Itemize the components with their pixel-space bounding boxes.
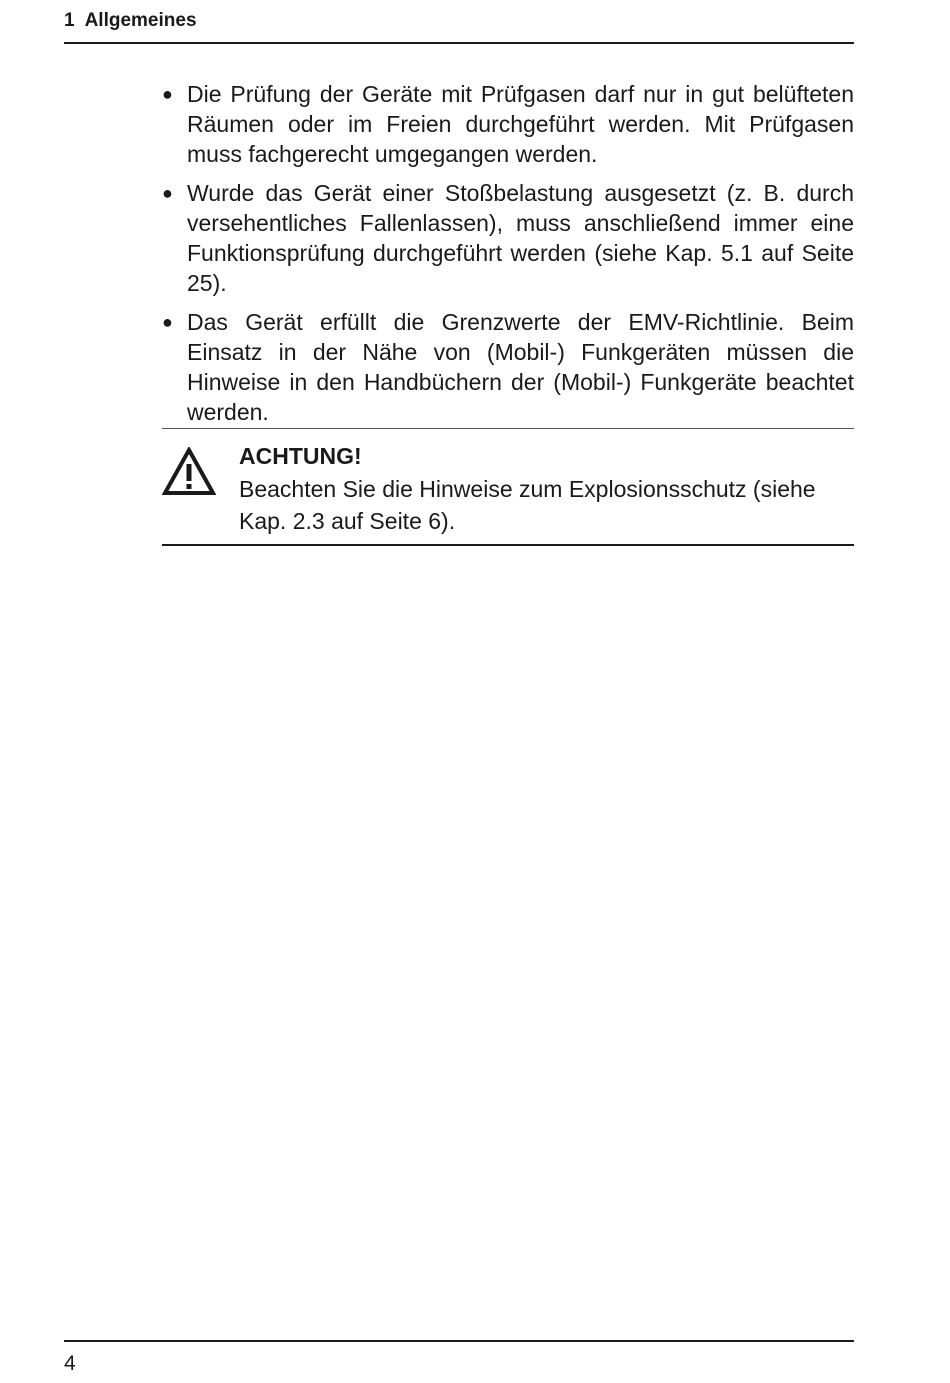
list-item: [162, 307, 854, 427]
notice-text: Beachten Sie die Hinweise zum Explosionsschutz (siehe Kap. 2.3 auf Seite 6).: [239, 476, 816, 534]
chapter-number: 1: [64, 10, 75, 31]
bullet-icon: ●: [162, 183, 173, 203]
notice-title: ACHTUNG!: [239, 443, 362, 469]
page-footer: [64, 1340, 854, 1375]
list-item-text: Das Gerät erfüllt die Grenzwerte der EMV-Richtlinie. Beim Einsatz in der Nähe von (Mobil-) Funkgeräten müssen die Hinweise in den Handbüchern der (Mobil-) Funkgeräte beachtet werden.: [187, 309, 854, 425]
page-number: 4: [64, 1352, 76, 1375]
list-item-text: Wurde das Gerät einer Stoßbelastung ausgesetzt (z. B. durch versehentliches Fallenlassen), muss anschließend immer eine Funktionsprüfung durchgeführt werden (siehe Kap. 5.1 auf Seite 25).: [187, 180, 854, 296]
warning-triangle-icon: [162, 447, 216, 497]
list-item: [162, 178, 854, 298]
bullet-icon: ●: [162, 84, 173, 104]
chapter-title: Allgemeines: [84, 10, 197, 31]
warning-notice: [162, 428, 854, 546]
bullet-list: [162, 79, 854, 436]
list-item: [162, 79, 854, 169]
list-item-text: Die Prüfung der Geräte mit Prüfgasen darf nur in gut belüfteten Räumen oder im Freien durchgeführt werden. Mit Prüfgasen muss fachgerecht umgegangen werden.: [187, 81, 854, 167]
page-header: [64, 8, 854, 44]
bullet-icon: ●: [162, 312, 173, 332]
